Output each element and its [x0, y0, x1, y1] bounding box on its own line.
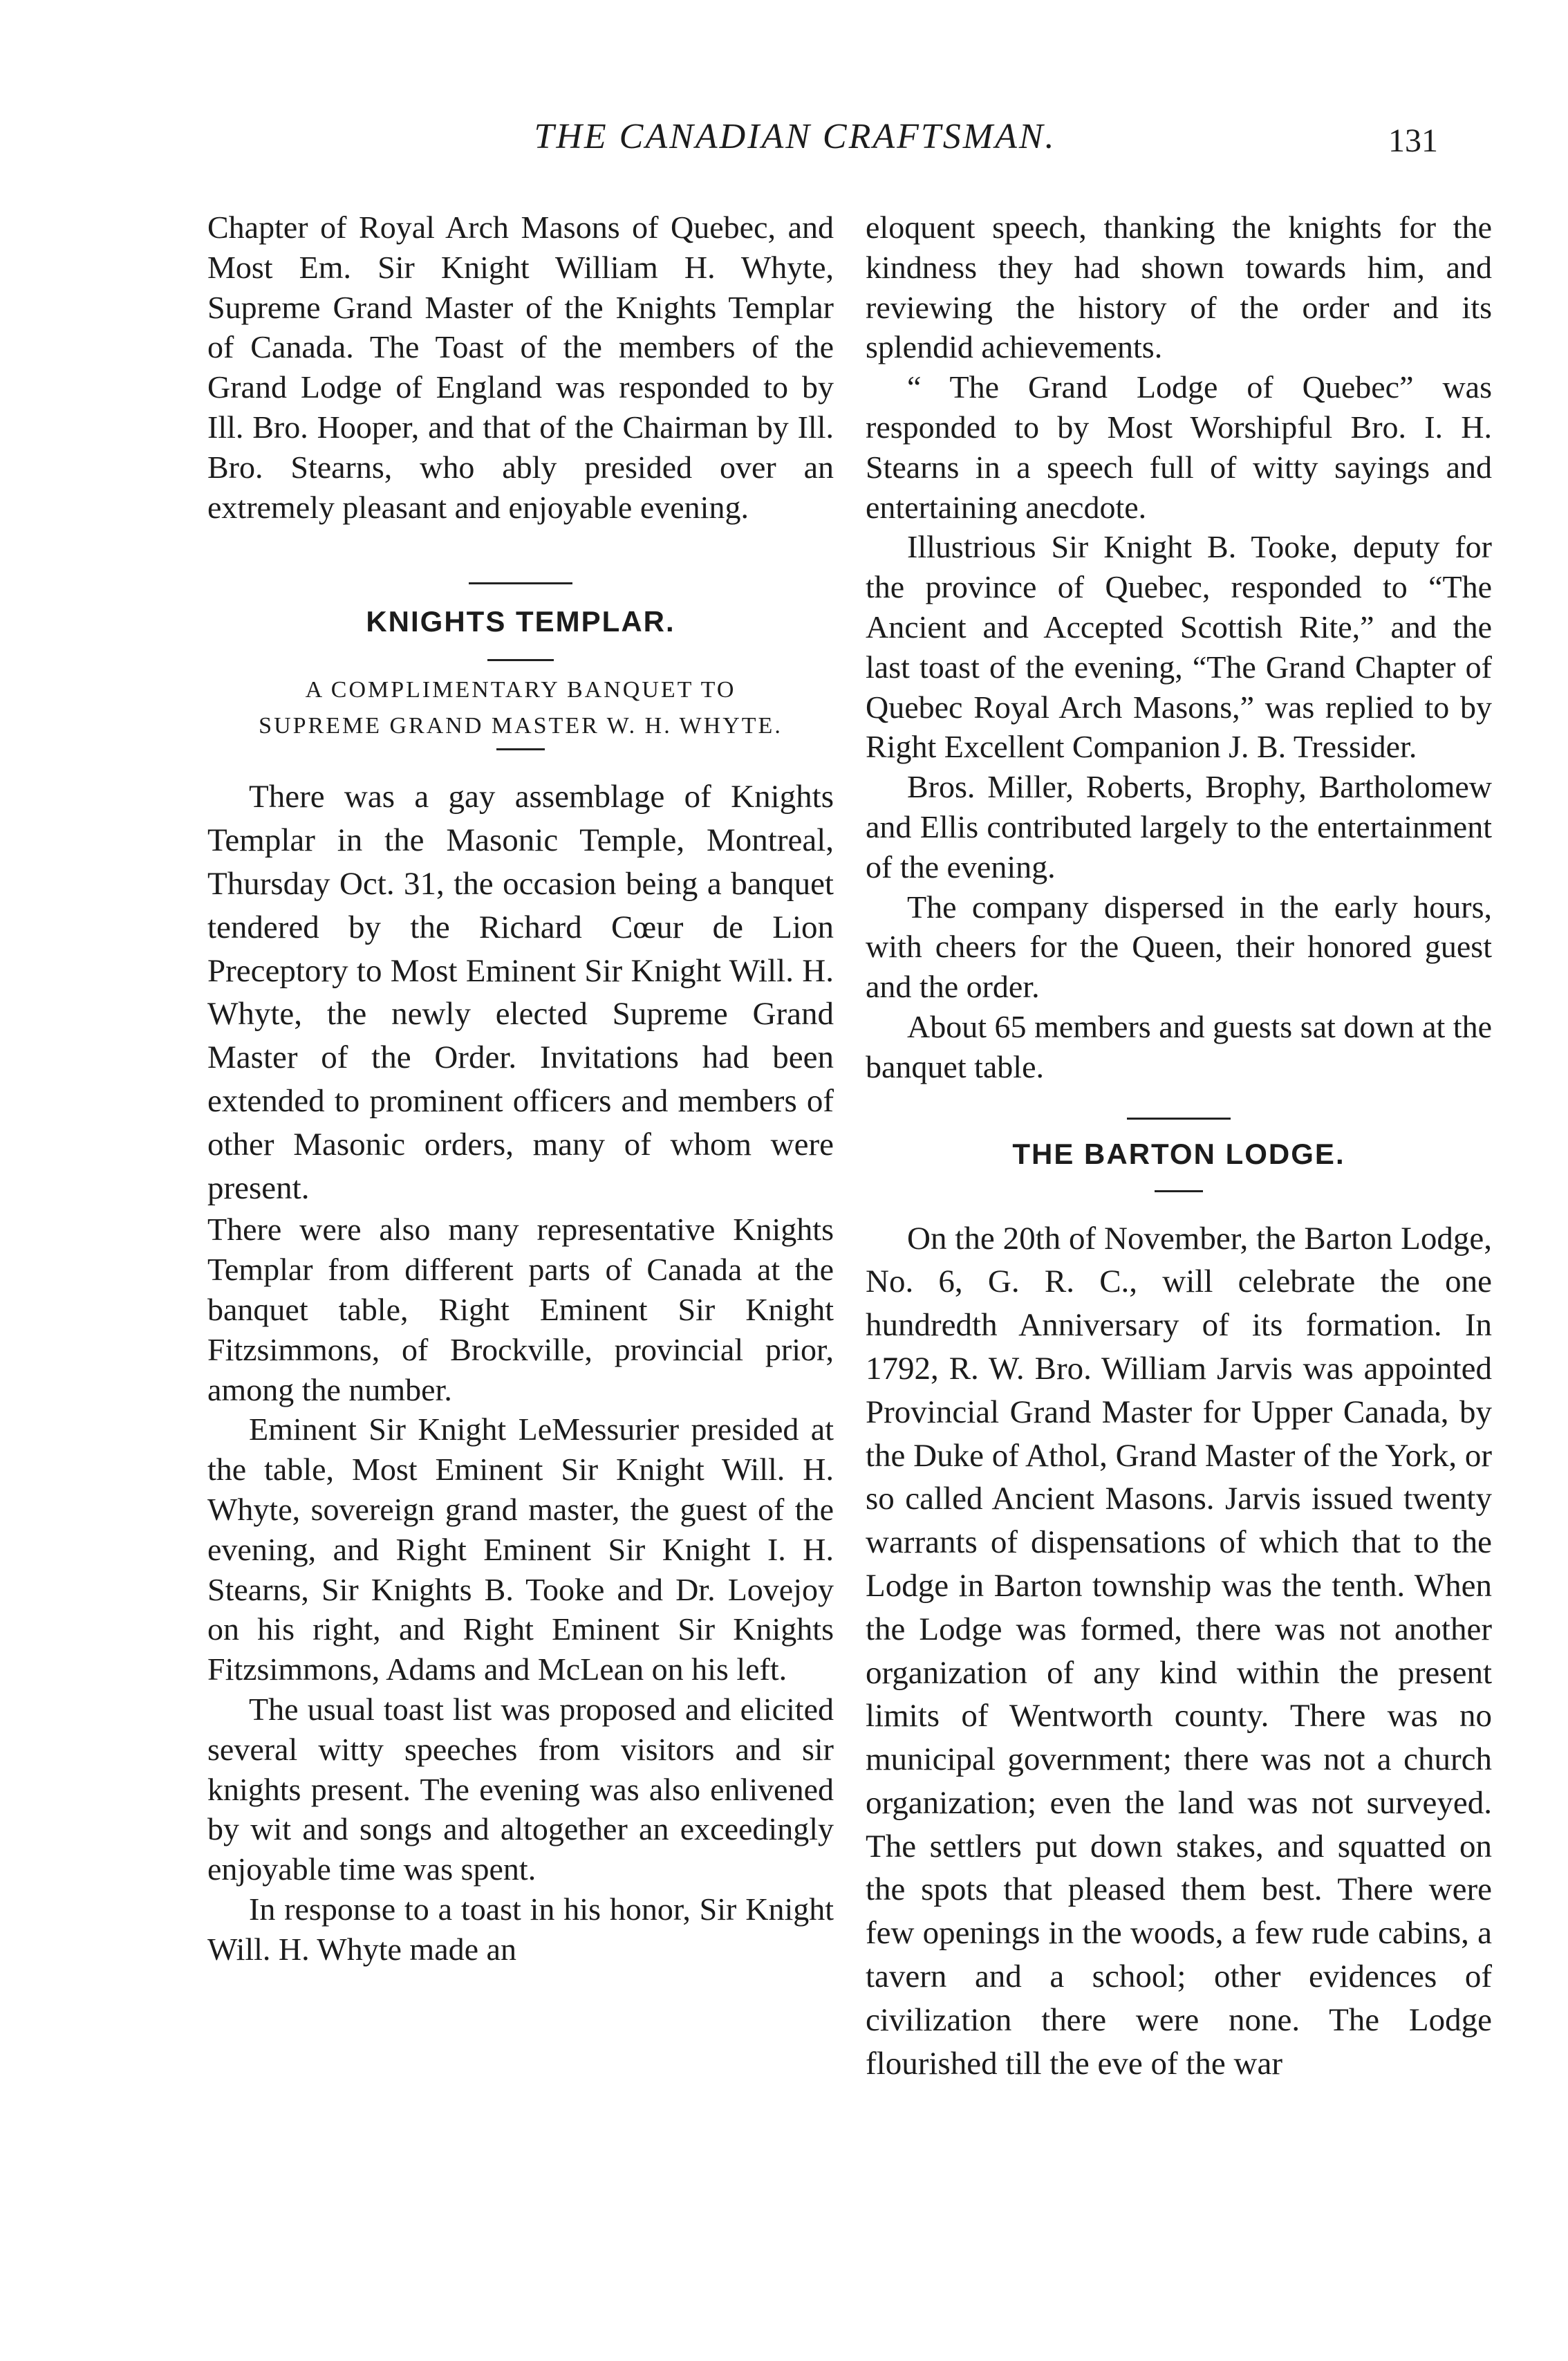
running-header: THE CANADIAN CRAFTSMAN. [534, 117, 1056, 156]
subheading: A COMPLIMENTARY BANQUET TO SUPREME GRAND MASTER W. H. WHYTE. [259, 677, 783, 739]
article-paragraph: About 65 members and guests sat down at the banquet table. [866, 1008, 1492, 1084]
page-number: 131 [1388, 122, 1438, 159]
article-paragraph: On the 20th of November, the Barton Lodge, No. 6, G. R. C., will celebrate the one hundredth Anniversary of its formation. In 1792, R. W. Bro. William Jarvis was appointed Provincial Grand Master for Upper Canada, by the Duke of Athol, Grand Master of the York, or so called Ancient Masons. Jarvis issued twenty warrants of dispensations of which that to the Lodge in Barton township was the tenth. When the Lodge was formed, there was not another organization of any kind within the present limits of Wentworth county. There was no municipal government; there was not a church organization; even the land was not surveyed. The settlers put down stakes, and squatted on the spots that pleased them best. There were few openings in the woods, a few rude cabins, a tavern and a school; other evidences of civilization there were none. The Lodge flourished till the eve of the war [866, 1220, 1492, 2082]
article-paragraph: The company dispersed in the early hours, with cheers for the Queen, their honored guest and the order. [866, 889, 1492, 1005]
article-paragraph: Illustrious Sir Knight B. Tooke, deputy for the province of Quebec, responded to “The Ancient and Accepted Scottish Rite,” and the last toast of the evening, “The Grand Chapter of Quebec Royal Arch Masons,” was replied to by Right Excellent Companion J. B. Tressider. [866, 529, 1492, 765]
section-rule [1127, 1118, 1231, 1120]
article-paragraph: There were also many representative Knights Templar from different parts of Canada at the banquet table, Right Eminent Sir Knight Fitzsimmons, of Brockville, provincial prior, among the number. [207, 1212, 834, 1407]
subhead-underline [496, 748, 545, 750]
article-paragraph: There was a gay assemblage of Knights Templar in the Masonic Temple, Montreal, Thursday Oct. 31, the occasion being a banquet tendered by the Richard Cœur de Lion Preceptory to Most Eminent Sir Knight Will. H. Whyte, the newly elected Supreme Grand Master of the Order. Invitations had been extended to prominent officers and members of other Masonic orders, many of whom were present. [207, 779, 834, 1206]
section-title-barton-lodge: THE BARTON LODGE. [1012, 1137, 1345, 1170]
article-paragraph: Bros. Miller, Roberts, Brophy, Bartholomew and Ellis contributed largely to the entertainment of the evening. [866, 769, 1492, 885]
section-rule [469, 582, 572, 584]
article-paragraph: Eminent Sir Knight LeMessurier presided at the table, Most Eminent Sir Knight Will. H. Whyte, sovereign grand master, the guest of the evening, and Right Eminent Sir Knight I. H. Stearns, Sir Knights B. Tooke and Dr. Lovejoy on his right, and Right Eminent Sir Knights Fitzsimmons, Adams and McLean on his left. [207, 1411, 834, 1687]
section-title-knights-templar: KNIGHTS TEMPLAR. [366, 605, 675, 638]
article-paragraph: In response to a toast in his honor, Sir Knight Will. H. Whyte made an [207, 1891, 834, 1967]
article-paragraph: “ The Grand Lodge of Quebec” was responded to by Most Worshipful Bro. I. H. Stearns in a speech full of witty sayings and entertaining anecdote. [866, 369, 1492, 525]
right-column [866, 207, 1492, 2085]
left-column [207, 207, 834, 1969]
intro-paragraph: Chapter of Royal Arch Masons of Quebec, and Most Em. Sir Knight William H. Whyte, Supreme Grand Master of the Knights Templar of Canada. The Toast of the members of the Grand Lodge of England was responded to by Ill. Bro. Hooper, and that of the Chairman by Ill. Bro. Stearns, who ably presided over an extremely pleasant and enjoyable evening. [207, 210, 834, 525]
subhead-rule [487, 659, 554, 661]
article-paragraph: eloquent speech, thanking the knights for the kindness they had shown towards him, and reviewing the history of the order and its splendid achievements. [866, 210, 1492, 365]
section-underline [1155, 1190, 1203, 1192]
article-paragraph: The usual toast list was proposed and elicited several witty speeches from visitors and sir knights present. The evening was also enlivened by wit and songs and altogether an exceedingly enjoyable time was spent. [207, 1691, 834, 1887]
